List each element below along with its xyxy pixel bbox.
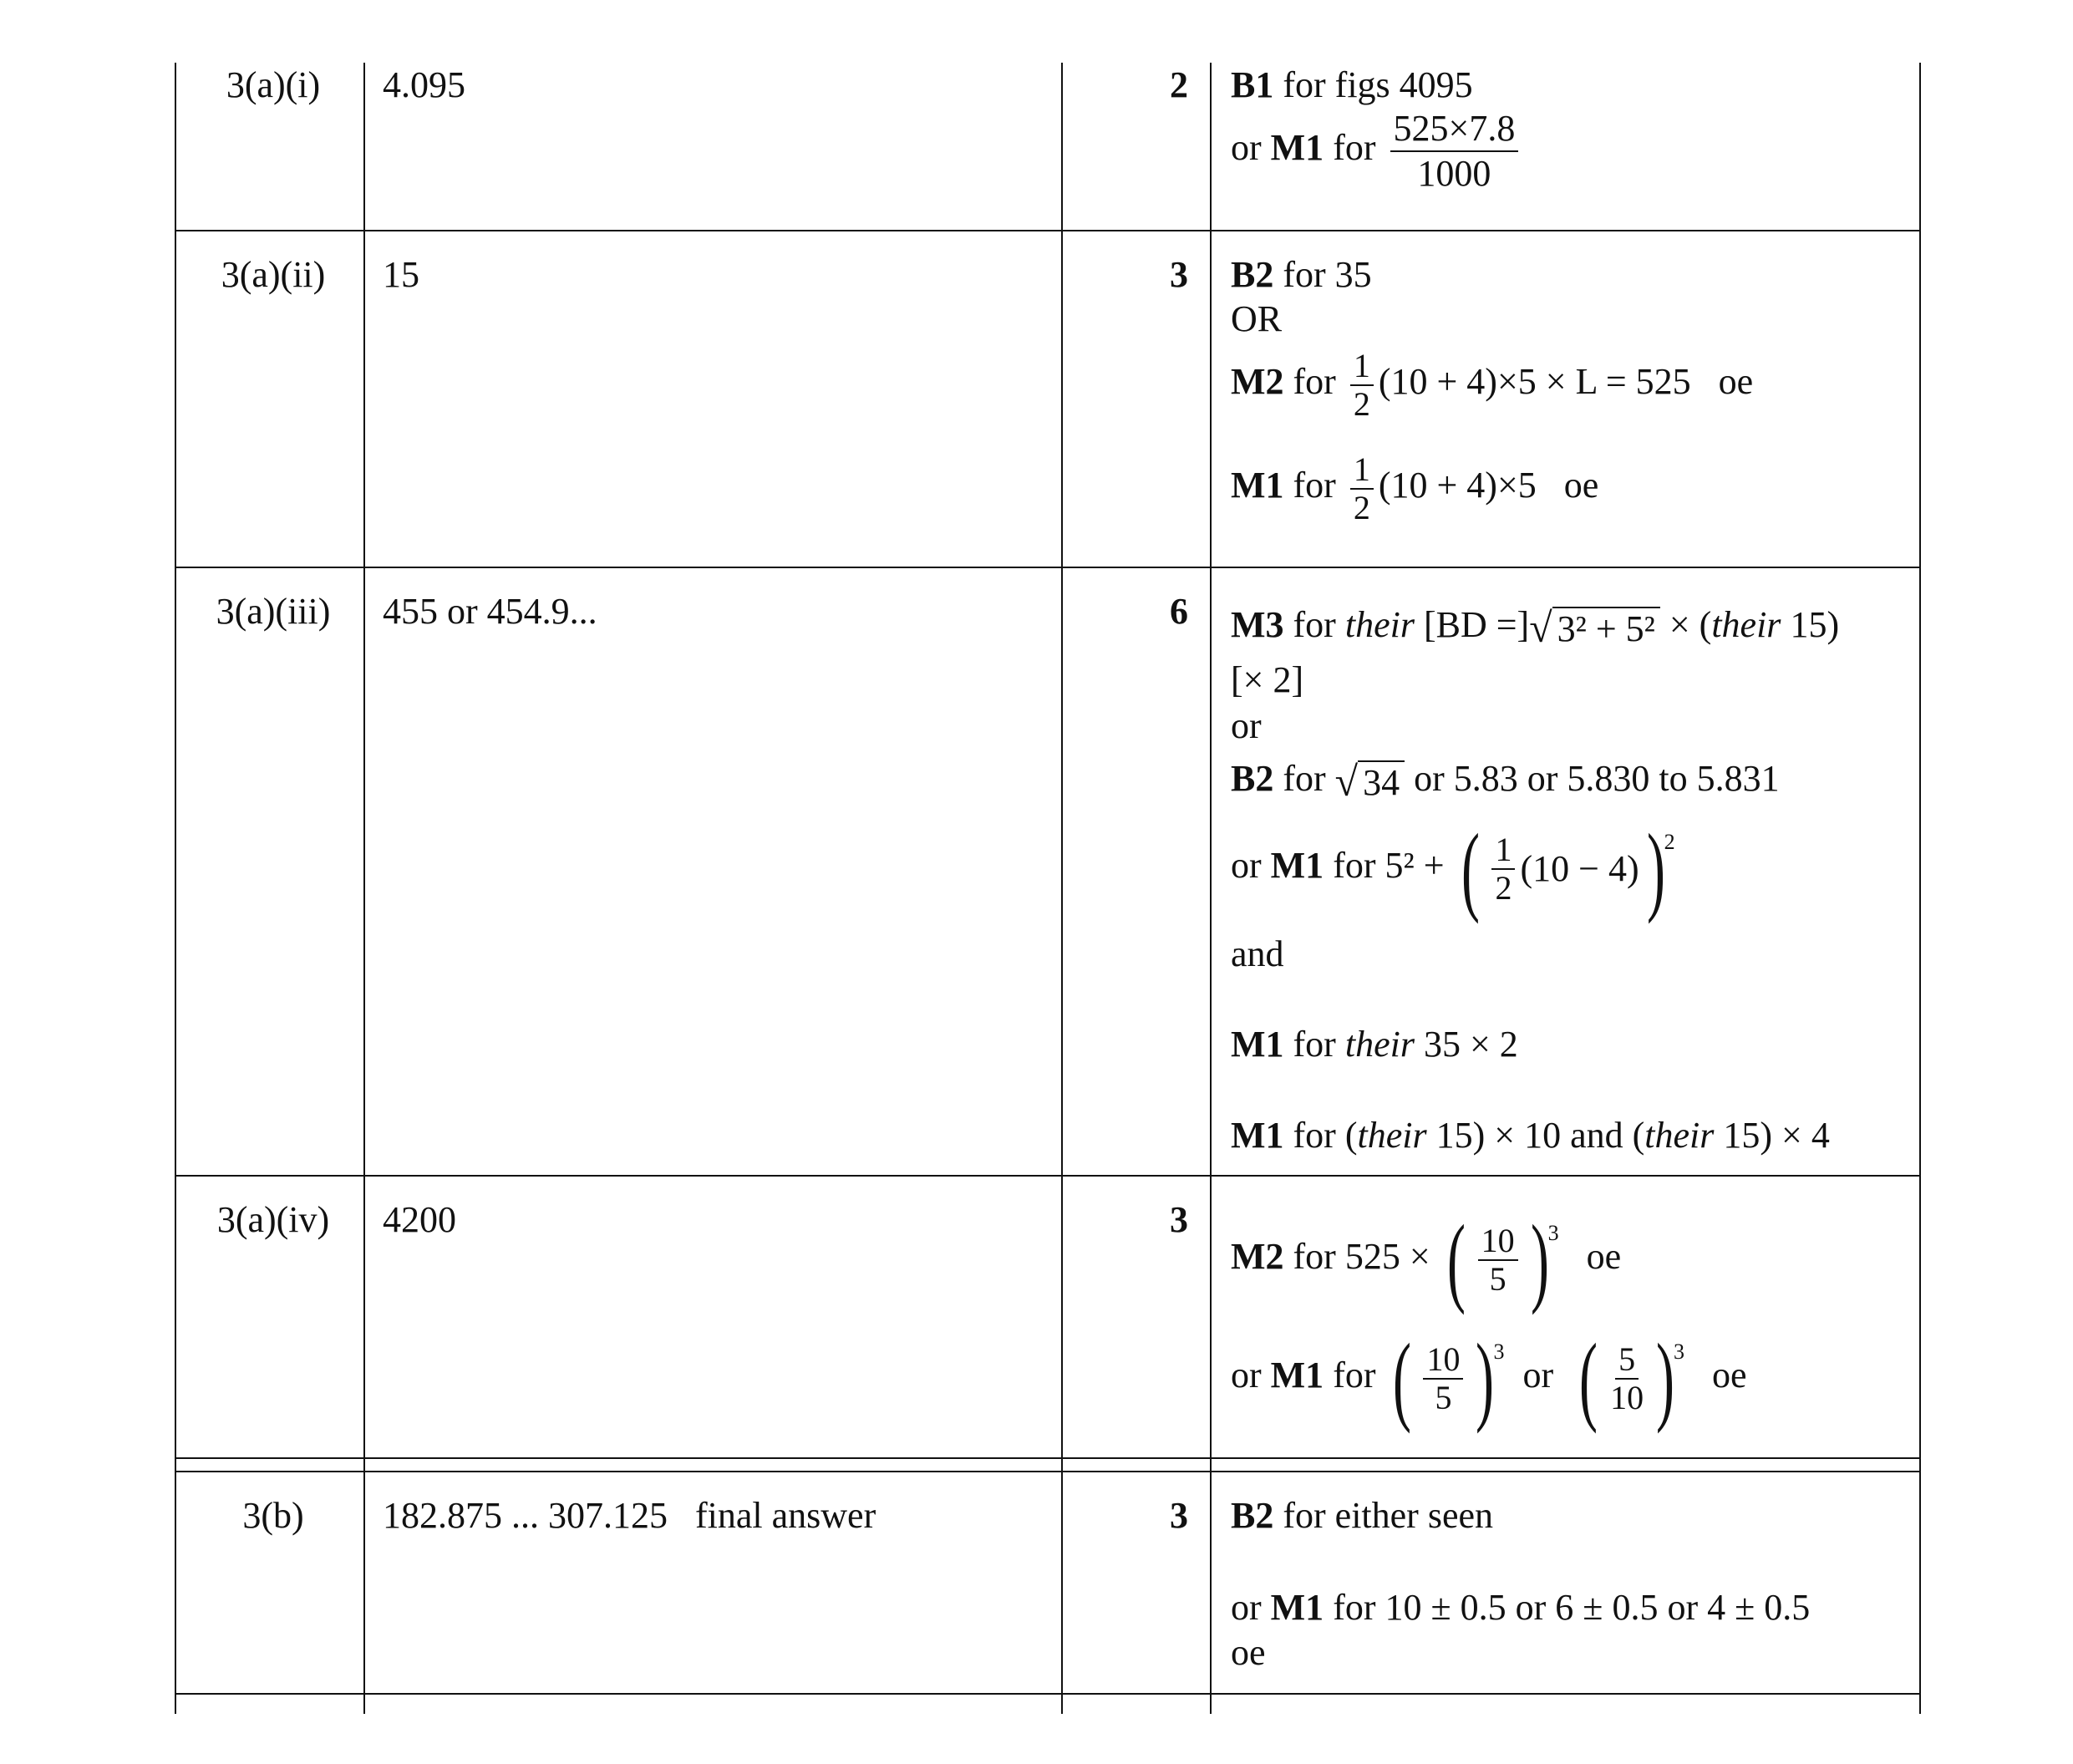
row-divider: [175, 1693, 1921, 1695]
mark-code: M3: [1231, 604, 1284, 645]
marks: 3: [1170, 1495, 1188, 1536]
denominator: 2: [1353, 385, 1370, 423]
guidance-text: for 10 ± 0.5 or 6 ± 0.5 or 4 ± 0.5: [1333, 1587, 1811, 1628]
guidance-line: OR: [1231, 298, 1283, 339]
guidance-line: [1231, 109, 1523, 194]
guidance-line: [1231, 1114, 1830, 1157]
guidance-line: [1231, 1023, 1518, 1066]
guidance-text: oe: [1712, 1355, 1747, 1396]
guidance-line: [1231, 64, 1473, 107]
expression: (10 + 4)×5 × L = 525: [1378, 361, 1691, 403]
bracketed-expression: ( $\frac{5}{10}$ ) 3: [1579, 1323, 1685, 1434]
guidance-text: for: [1293, 361, 1336, 403]
row-divider: [175, 1471, 1921, 1472]
guidance-text: for (: [1293, 1115, 1358, 1156]
guidance-text: for: [1293, 465, 1336, 506]
guidance-text: [BD =]: [1423, 604, 1530, 645]
marks: 3: [1170, 1199, 1188, 1240]
denominator: 10: [1610, 1379, 1644, 1416]
answer: 4200: [383, 1199, 456, 1240]
guidance-line: or: [1231, 705, 1262, 746]
marks: 6: [1170, 591, 1188, 632]
guidance-line: and: [1231, 933, 1284, 974]
mark-code: M1: [1270, 1587, 1324, 1628]
denominator: 5: [1489, 1260, 1506, 1298]
fraction: [1491, 833, 1515, 905]
guidance-text: oe: [1718, 361, 1754, 403]
denominator: 2: [1353, 489, 1370, 526]
guidance-text: or: [1231, 845, 1262, 887]
guidance-text: or: [1231, 1587, 1262, 1628]
guidance-text: × (: [1669, 604, 1712, 645]
numerator: 1: [1350, 349, 1374, 386]
square-root: √ 34: [1335, 760, 1405, 804]
mark-code: M1: [1231, 465, 1284, 506]
row-divider: [175, 1457, 1921, 1459]
guidance-text: 15) × 4: [1723, 1115, 1830, 1156]
guidance-line: [1231, 1494, 1493, 1538]
exponent: 2: [1664, 830, 1675, 854]
guidance-line: [1231, 603, 1839, 650]
guidance-text: 15) × 10 and (: [1435, 1115, 1645, 1156]
guidance-text: for: [1333, 845, 1376, 887]
guidance-text: or: [1231, 1355, 1262, 1396]
row-divider: [175, 1175, 1921, 1177]
guidance-line: [1231, 813, 1675, 924]
guidance-text: their: [1357, 1115, 1427, 1156]
guidance-text: for: [1283, 758, 1326, 799]
guidance-text: 15): [1790, 604, 1840, 645]
guidance-text: or: [1522, 1355, 1554, 1396]
bracketed-expression: ( $\frac{1}{2}$ (10 − 4) ) 2: [1461, 813, 1675, 924]
expression: 5² +: [1385, 845, 1445, 887]
column-divider: [1210, 63, 1212, 1714]
guidance-text: for: [1293, 604, 1336, 645]
row-divider: [175, 230, 1921, 231]
denominator: 1000: [1417, 153, 1491, 194]
radicand: 34: [1358, 760, 1405, 804]
fraction: [1423, 1340, 1463, 1416]
guidance-line: [1231, 1586, 1810, 1629]
guidance-line: oe: [1231, 1632, 1266, 1673]
bracketed-expression: ( $\frac{10}{5}$ ) 3: [1392, 1323, 1505, 1434]
guidance-text: for either seen: [1283, 1495, 1494, 1536]
marks: 2: [1170, 64, 1188, 105]
column-divider: [1061, 63, 1063, 1714]
guidance-text: for 525 ×: [1293, 1236, 1430, 1278]
mark-code: M1: [1270, 127, 1324, 169]
guidance-line: [1231, 349, 1753, 421]
question-number: 3(a)(iii): [216, 591, 331, 632]
question-number: 3(a)(iv): [216, 1199, 330, 1240]
guidance-line: [× 2]: [1231, 659, 1304, 700]
mark-code: M2: [1231, 1236, 1284, 1278]
mark-code: M1: [1231, 1024, 1284, 1065]
guidance-text: for figs 4095: [1283, 64, 1473, 105]
guidance-text: 35 × 2: [1423, 1024, 1518, 1065]
denominator: 2: [1495, 869, 1512, 907]
guidance-text: their: [1644, 1115, 1715, 1156]
guidance-text: oe: [1563, 465, 1599, 506]
radicand: 3² + 5²: [1552, 607, 1660, 650]
mark-code: B2: [1231, 254, 1274, 295]
guidance-line: [1231, 253, 1372, 297]
numerator: 525×7.8: [1390, 109, 1519, 152]
row-divider: [175, 567, 1921, 568]
guidance-line: [1231, 1323, 1747, 1434]
fraction: [1350, 349, 1374, 421]
guidance-line: [1231, 1204, 1622, 1315]
mark-code: B2: [1231, 1495, 1274, 1536]
mark-code: B1: [1231, 64, 1274, 105]
question-number: 3(a)(ii): [221, 254, 326, 295]
mark-code: M2: [1231, 361, 1284, 403]
numerator: 1: [1491, 833, 1515, 870]
guidance-text: for 35: [1283, 254, 1372, 295]
guidance-text: their: [1344, 604, 1415, 645]
answer: 455 or 454.9...: [383, 591, 597, 632]
guidance-text: their: [1344, 1024, 1415, 1065]
fraction: [1478, 1224, 1518, 1296]
bracketed-expression: ( $\frac{10}{5}$ ) 3: [1446, 1204, 1559, 1315]
expression: (10 + 4)×5: [1378, 465, 1537, 506]
marks: 3: [1170, 254, 1188, 295]
square-root: √ 3² + 5²: [1529, 607, 1660, 650]
guidance-text: oe: [1586, 1236, 1622, 1278]
numerator: 1: [1350, 453, 1374, 490]
guidance-text: for: [1333, 127, 1376, 169]
answer: 4.095: [383, 64, 465, 105]
question-number: 3(b): [242, 1495, 304, 1536]
guidance-line: [1231, 450, 1599, 526]
guidance-text: or: [1231, 127, 1262, 169]
mark-code: M1: [1270, 1355, 1324, 1396]
denominator: 5: [1435, 1379, 1452, 1416]
exponent: 3: [1674, 1340, 1685, 1364]
fraction: [1390, 109, 1519, 194]
guidance-line: [1231, 757, 1780, 804]
table-border-left: [175, 63, 176, 1714]
mark-code: M1: [1231, 1115, 1284, 1156]
numerator: 10: [1478, 1224, 1518, 1261]
guidance-text: for: [1293, 1024, 1336, 1065]
expression: (10 − 4): [1520, 848, 1639, 889]
guidance-text: or 5.83 or 5.830 to 5.831: [1414, 758, 1780, 799]
exponent: 3: [1493, 1340, 1505, 1364]
numerator: 5: [1615, 1343, 1639, 1380]
fraction: [1610, 1340, 1644, 1416]
exponent: 3: [1547, 1221, 1559, 1245]
mark-code: M1: [1270, 845, 1324, 887]
answer: 182.875 ... 307.125 final answer: [383, 1495, 876, 1536]
mark-code: B2: [1231, 758, 1274, 799]
answer: 15: [383, 254, 419, 295]
fraction: [1350, 450, 1374, 526]
question-number: 3(a)(i): [226, 64, 321, 105]
column-divider: [363, 63, 365, 1714]
guidance-text: their: [1711, 604, 1781, 645]
numerator: 10: [1423, 1343, 1463, 1380]
table-border-right: [1919, 63, 1921, 1714]
guidance-text: for: [1333, 1355, 1376, 1396]
